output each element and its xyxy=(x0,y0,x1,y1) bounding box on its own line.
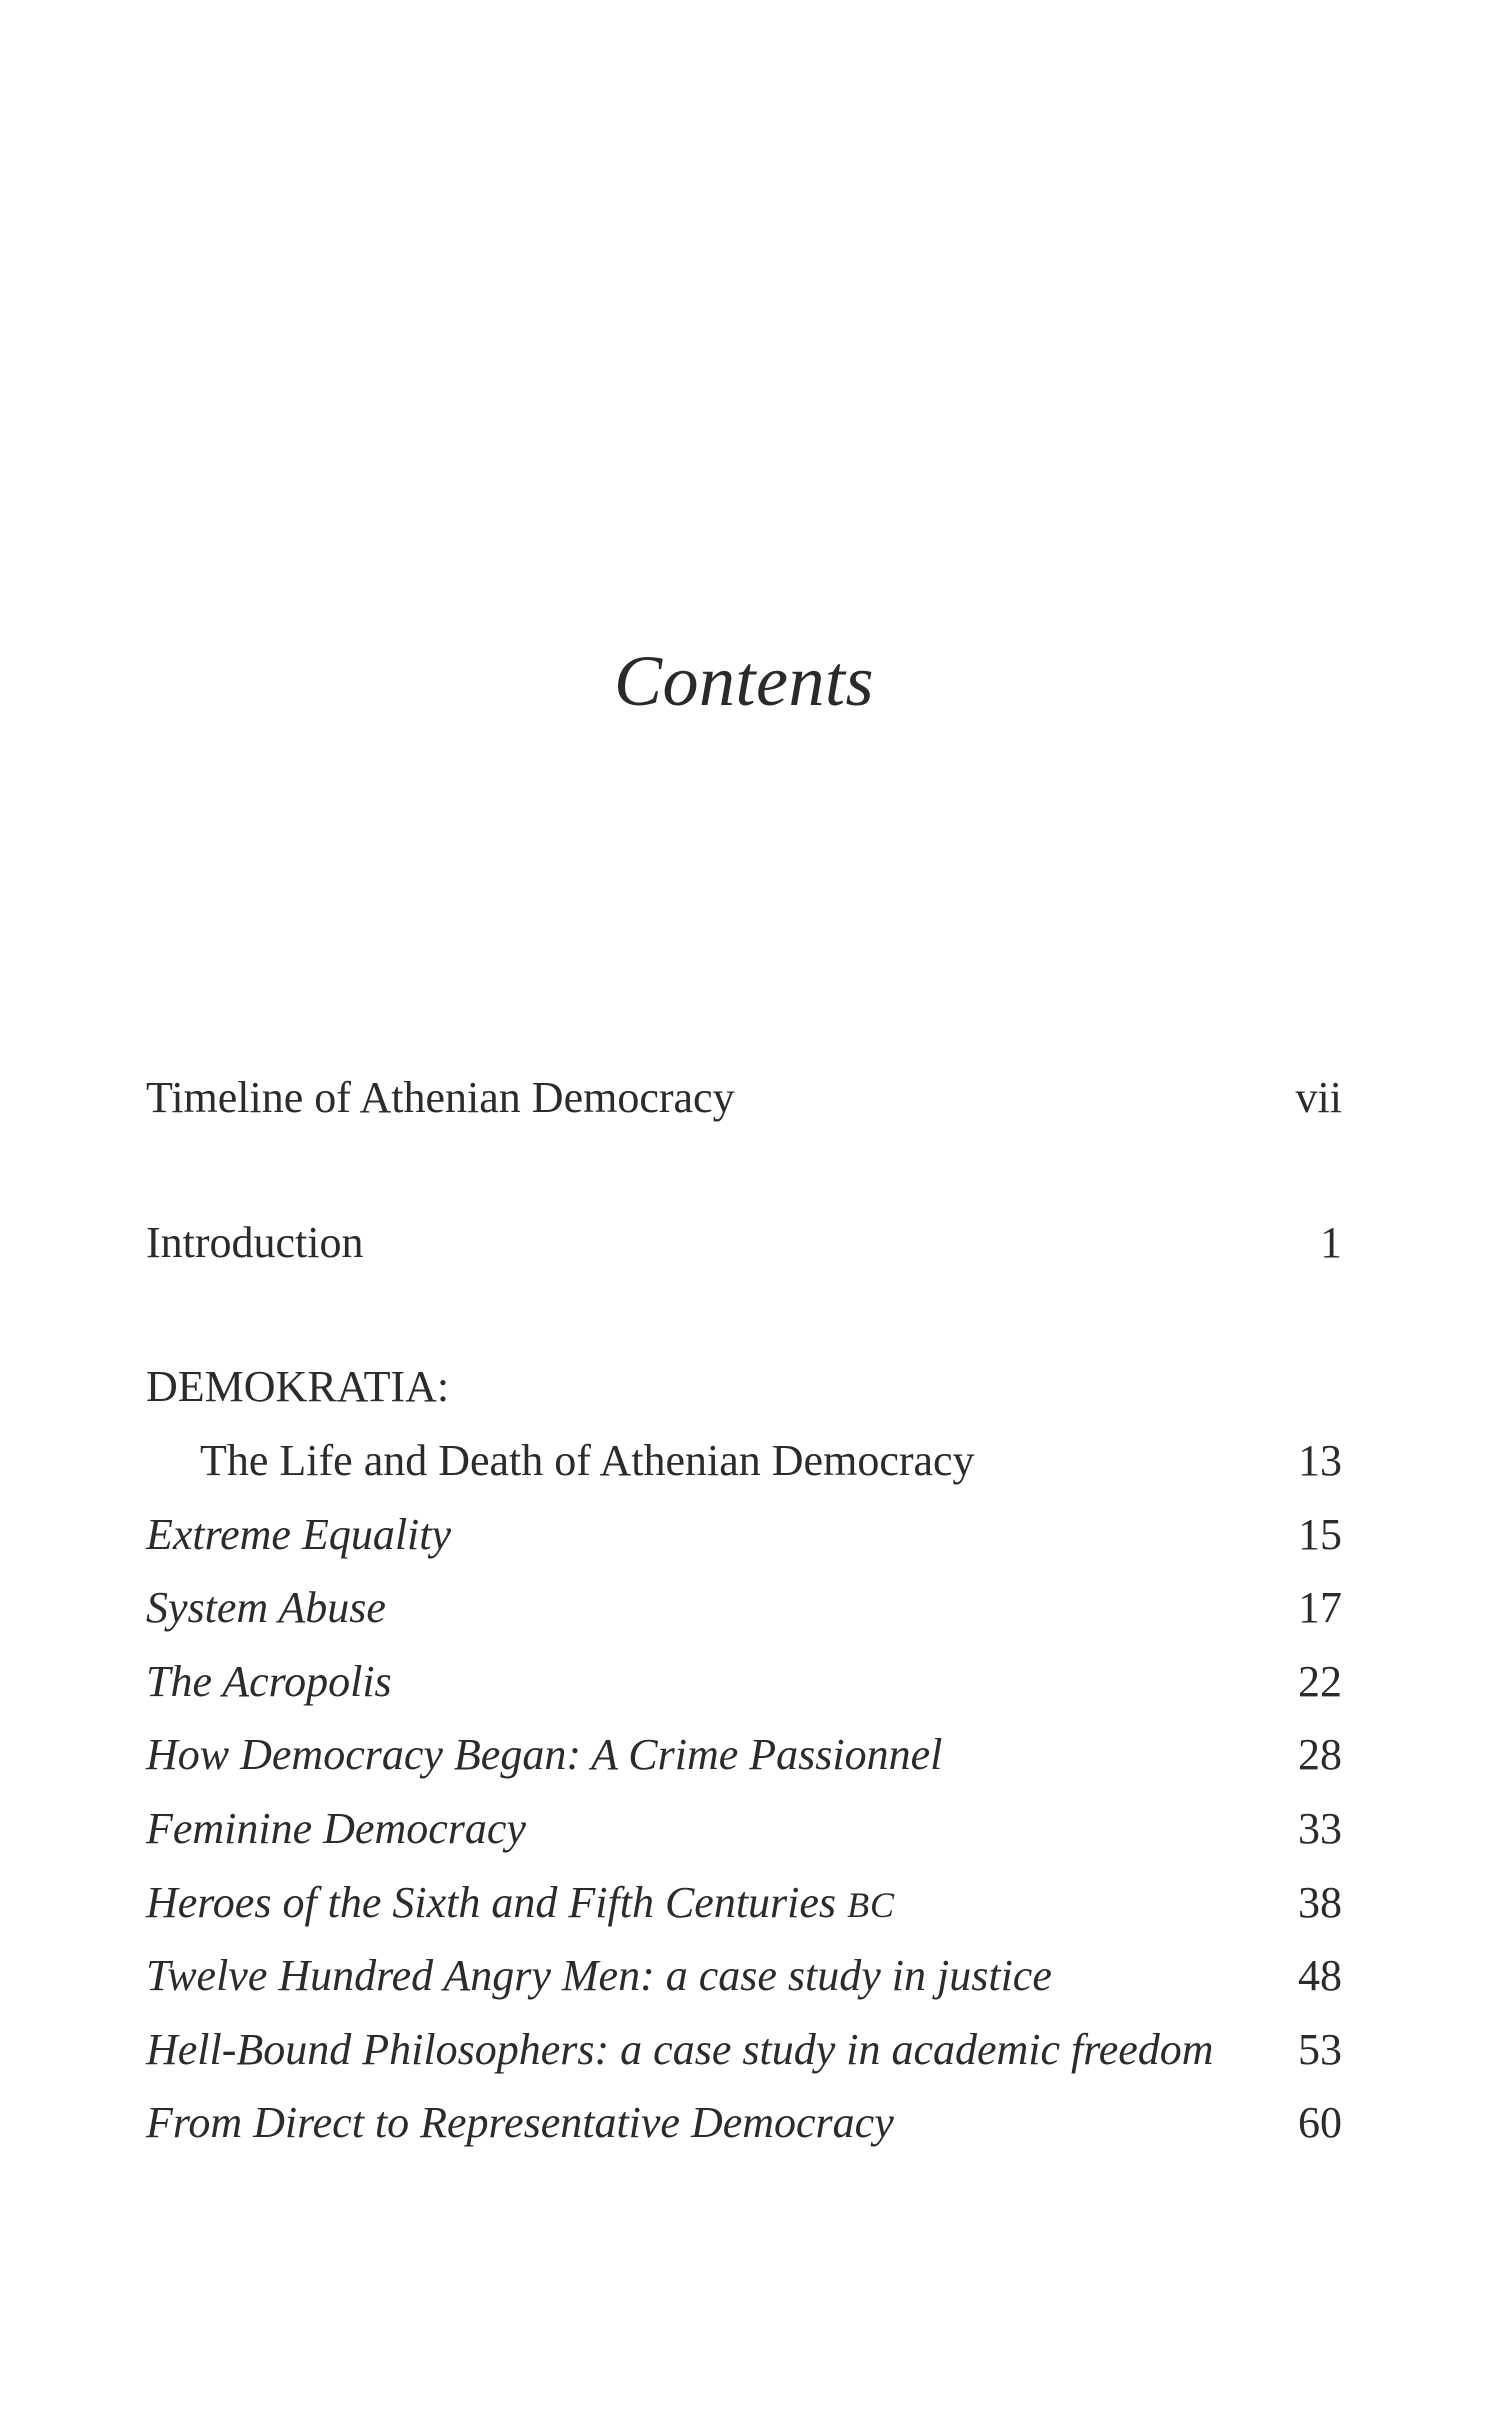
toc-entry-twelve-hundred[interactable] xyxy=(146,1939,1342,2013)
toc-entry-page: 22 xyxy=(1298,1657,1342,1706)
toc-entry-label-era: BC xyxy=(847,1885,896,1925)
toc-entry-page: 15 xyxy=(1298,1510,1342,1559)
toc-entry-demokratia-heading xyxy=(146,1350,1342,1424)
toc-entry-label: DEMOKRATIA: xyxy=(146,1362,450,1411)
toc-entry-label: From Direct to Representative Democracy xyxy=(146,2098,894,2147)
toc-entry-page: 60 xyxy=(1298,2098,1342,2147)
toc-entry-label: Twelve Hundred Angry Men: a case study in justice xyxy=(146,1951,1052,2000)
toc-entry-extreme-equality[interactable] xyxy=(146,1498,1342,1572)
toc-entry-label: Extreme Equality xyxy=(146,1510,452,1559)
toc-entry-life-and-death[interactable] xyxy=(146,1424,1342,1498)
toc-entry-label: The Acropolis xyxy=(146,1657,392,1706)
toc-entry-label: Introduction xyxy=(146,1218,364,1267)
toc-entry-page: 33 xyxy=(1298,1804,1342,1853)
toc-entry-label: Hell-Bound Philosophers: a case study in academic freedom xyxy=(146,2025,1214,2074)
toc-entry-label: The Life and Death of Athenian Democracy xyxy=(200,1436,975,1485)
toc-entry-page: 13 xyxy=(1298,1436,1342,1485)
toc-entry-page: 53 xyxy=(1298,2025,1342,2074)
toc-entry-page: 28 xyxy=(1298,1730,1342,1779)
toc-entry-introduction[interactable] xyxy=(146,1206,1342,1280)
toc-entry-page: vii xyxy=(1295,1073,1342,1122)
toc-entry-label-wrap xyxy=(146,1866,895,1942)
toc-entry-direct-to-representative[interactable] xyxy=(146,2086,1342,2160)
toc-entry-page: 17 xyxy=(1298,1583,1342,1632)
toc-entry-how-democracy-began[interactable] xyxy=(146,1718,1342,1792)
toc-entry-system-abuse[interactable] xyxy=(146,1571,1342,1645)
toc-entry-label: Heroes of the Sixth and Fifth Centuries xyxy=(146,1878,837,1927)
toc-entry-feminine-democracy[interactable] xyxy=(146,1792,1342,1866)
toc-entry-label: System Abuse xyxy=(146,1583,386,1632)
toc-entry-page: 48 xyxy=(1298,1951,1342,2000)
toc-entry-timeline[interactable] xyxy=(146,1061,1342,1135)
toc-entry-label: Feminine Democracy xyxy=(146,1804,526,1853)
toc-entry-label: Timeline of Athenian Democracy xyxy=(146,1073,735,1122)
toc-entry-label: How Democracy Began: A Crime Passionnel xyxy=(146,1730,943,1779)
toc-entry-page: 38 xyxy=(1298,1878,1342,1927)
toc-entry-acropolis[interactable] xyxy=(146,1645,1342,1719)
toc-entry-hell-bound[interactable] xyxy=(146,2013,1342,2087)
toc-entry-page: 1 xyxy=(1320,1218,1342,1267)
page-title: Contents xyxy=(613,641,874,721)
toc-entry-heroes[interactable] xyxy=(146,1866,1342,1940)
